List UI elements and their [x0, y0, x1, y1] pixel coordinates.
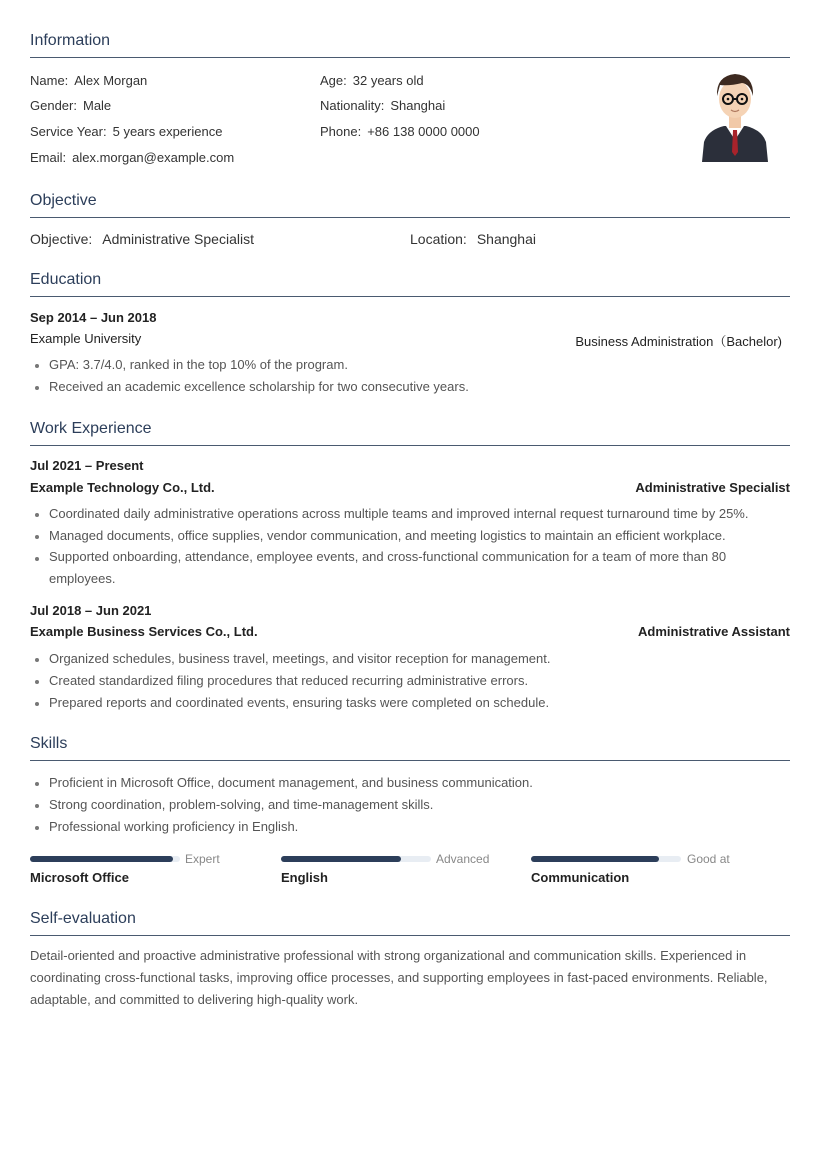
name-row — [30, 73, 147, 88]
location-label: Location: — [410, 231, 467, 247]
name-value: Alex Morgan — [74, 73, 148, 88]
list-item: Strong coordination, problem-solving, and time-management skills. — [38, 797, 433, 812]
list-item: Organized schedules, business travel, meetings, and visitor reception for management. — [38, 651, 550, 666]
skill-bar-english — [281, 856, 431, 862]
section-title-education: Education — [30, 271, 790, 297]
nationality-row — [320, 98, 445, 113]
nationality-label: Nationality: — [320, 98, 385, 113]
nationality-value: Shanghai — [390, 98, 446, 113]
job-role: Administrative Specialist — [635, 480, 790, 495]
list-item: Proficient in Microsoft Office, document management, and business communication. — [38, 775, 533, 790]
age-label: Age: — [320, 73, 347, 88]
section-title-self-evaluation: Self-evaluation — [30, 910, 790, 936]
email-label: Email: — [30, 150, 67, 165]
list-item: GPA: 3.7/4.0, ranked in the top 10% of the program. — [38, 357, 348, 372]
skill-name: Communication — [531, 870, 630, 885]
skill-bar-fill — [531, 856, 659, 862]
company-name: Example Technology Co., Ltd. — [30, 480, 215, 495]
section-title-work-experience: Work Experience — [30, 420, 790, 446]
job-role: Administrative Assistant — [638, 624, 790, 639]
service-row — [30, 124, 222, 139]
skill-name: English — [281, 870, 328, 885]
email-row — [30, 150, 234, 165]
gender-row — [30, 98, 111, 113]
skill-bar-microsoft-office — [30, 856, 180, 862]
list-item: Created standardized filing procedures that reduced recurring administrative errors. — [38, 673, 528, 688]
skill-level-label: Good at — [687, 852, 730, 866]
job-dates: Jul 2018 – Jun 2021 — [30, 603, 152, 618]
gender-label: Gender: — [30, 98, 77, 113]
avatar — [700, 66, 770, 162]
company-name: Example Business Services Co., Ltd. — [30, 624, 258, 639]
location-row — [410, 231, 536, 247]
location-value: Shanghai — [476, 231, 536, 247]
list-item: Prepared reports and coordinated events, ensuring tasks were completed on schedule. — [38, 695, 549, 710]
gender-value: Male — [82, 98, 112, 113]
skill-name: Microsoft Office — [30, 870, 129, 885]
phone-row — [320, 124, 480, 139]
list-item: Received an academic excellence scholarship for two consecutive years. — [38, 379, 469, 394]
objective-row — [30, 231, 254, 247]
phone-value: +86 138 0000 0000 — [367, 124, 480, 139]
email-value: alex.morgan@example.com — [72, 150, 235, 165]
degree: Business Administration（Bachelor) — [575, 334, 782, 349]
phone-label: Phone: — [320, 124, 362, 139]
list-item: Supported onboarding, attendance, employee events, and cross-functional communication for a team of more than 80 employees. — [38, 550, 783, 590]
section-title-information: Information — [30, 32, 790, 58]
section-title-skills: Skills — [30, 735, 790, 761]
school-name: Example University — [30, 331, 142, 346]
objective-value: Administrative Specialist — [102, 231, 254, 247]
skill-bar-communication — [531, 856, 681, 862]
skill-level-label: Advanced — [436, 852, 490, 866]
self-evaluation-text: Detail-oriented and proactive administrative professional with strong organizational and communication skills. Experienced in coordinating cross-functional tasks, improving office processes, and supporting employees in fast-paced environments. Reliable, adaptable, and committed to delivering high-quality work. — [30, 948, 768, 1007]
skill-bar-fill — [30, 856, 173, 862]
service-value: 5 years experience — [112, 124, 223, 139]
list-item: Managed documents, office supplies, vendor communication, and meeting logistics to maintain an efficient workplace. — [38, 528, 726, 543]
list-item: Coordinated daily administrative operations across multiple teams and improved internal request turnaround time by 25%. — [38, 506, 748, 521]
job-dates: Jul 2021 – Present — [30, 458, 144, 473]
section-title-objective: Objective — [30, 192, 790, 218]
list-item: Professional working proficiency in English. — [38, 819, 298, 834]
service-label: Service Year: — [30, 124, 107, 139]
education-dates: Sep 2014 – Jun 2018 — [30, 310, 157, 325]
name-label: Name: — [30, 73, 69, 88]
objective-label: Objective: — [30, 231, 93, 247]
skill-bar-fill — [281, 856, 401, 862]
skill-level-label: Expert — [185, 852, 220, 866]
age-row — [320, 73, 424, 88]
age-value: 32 years old — [352, 73, 424, 88]
